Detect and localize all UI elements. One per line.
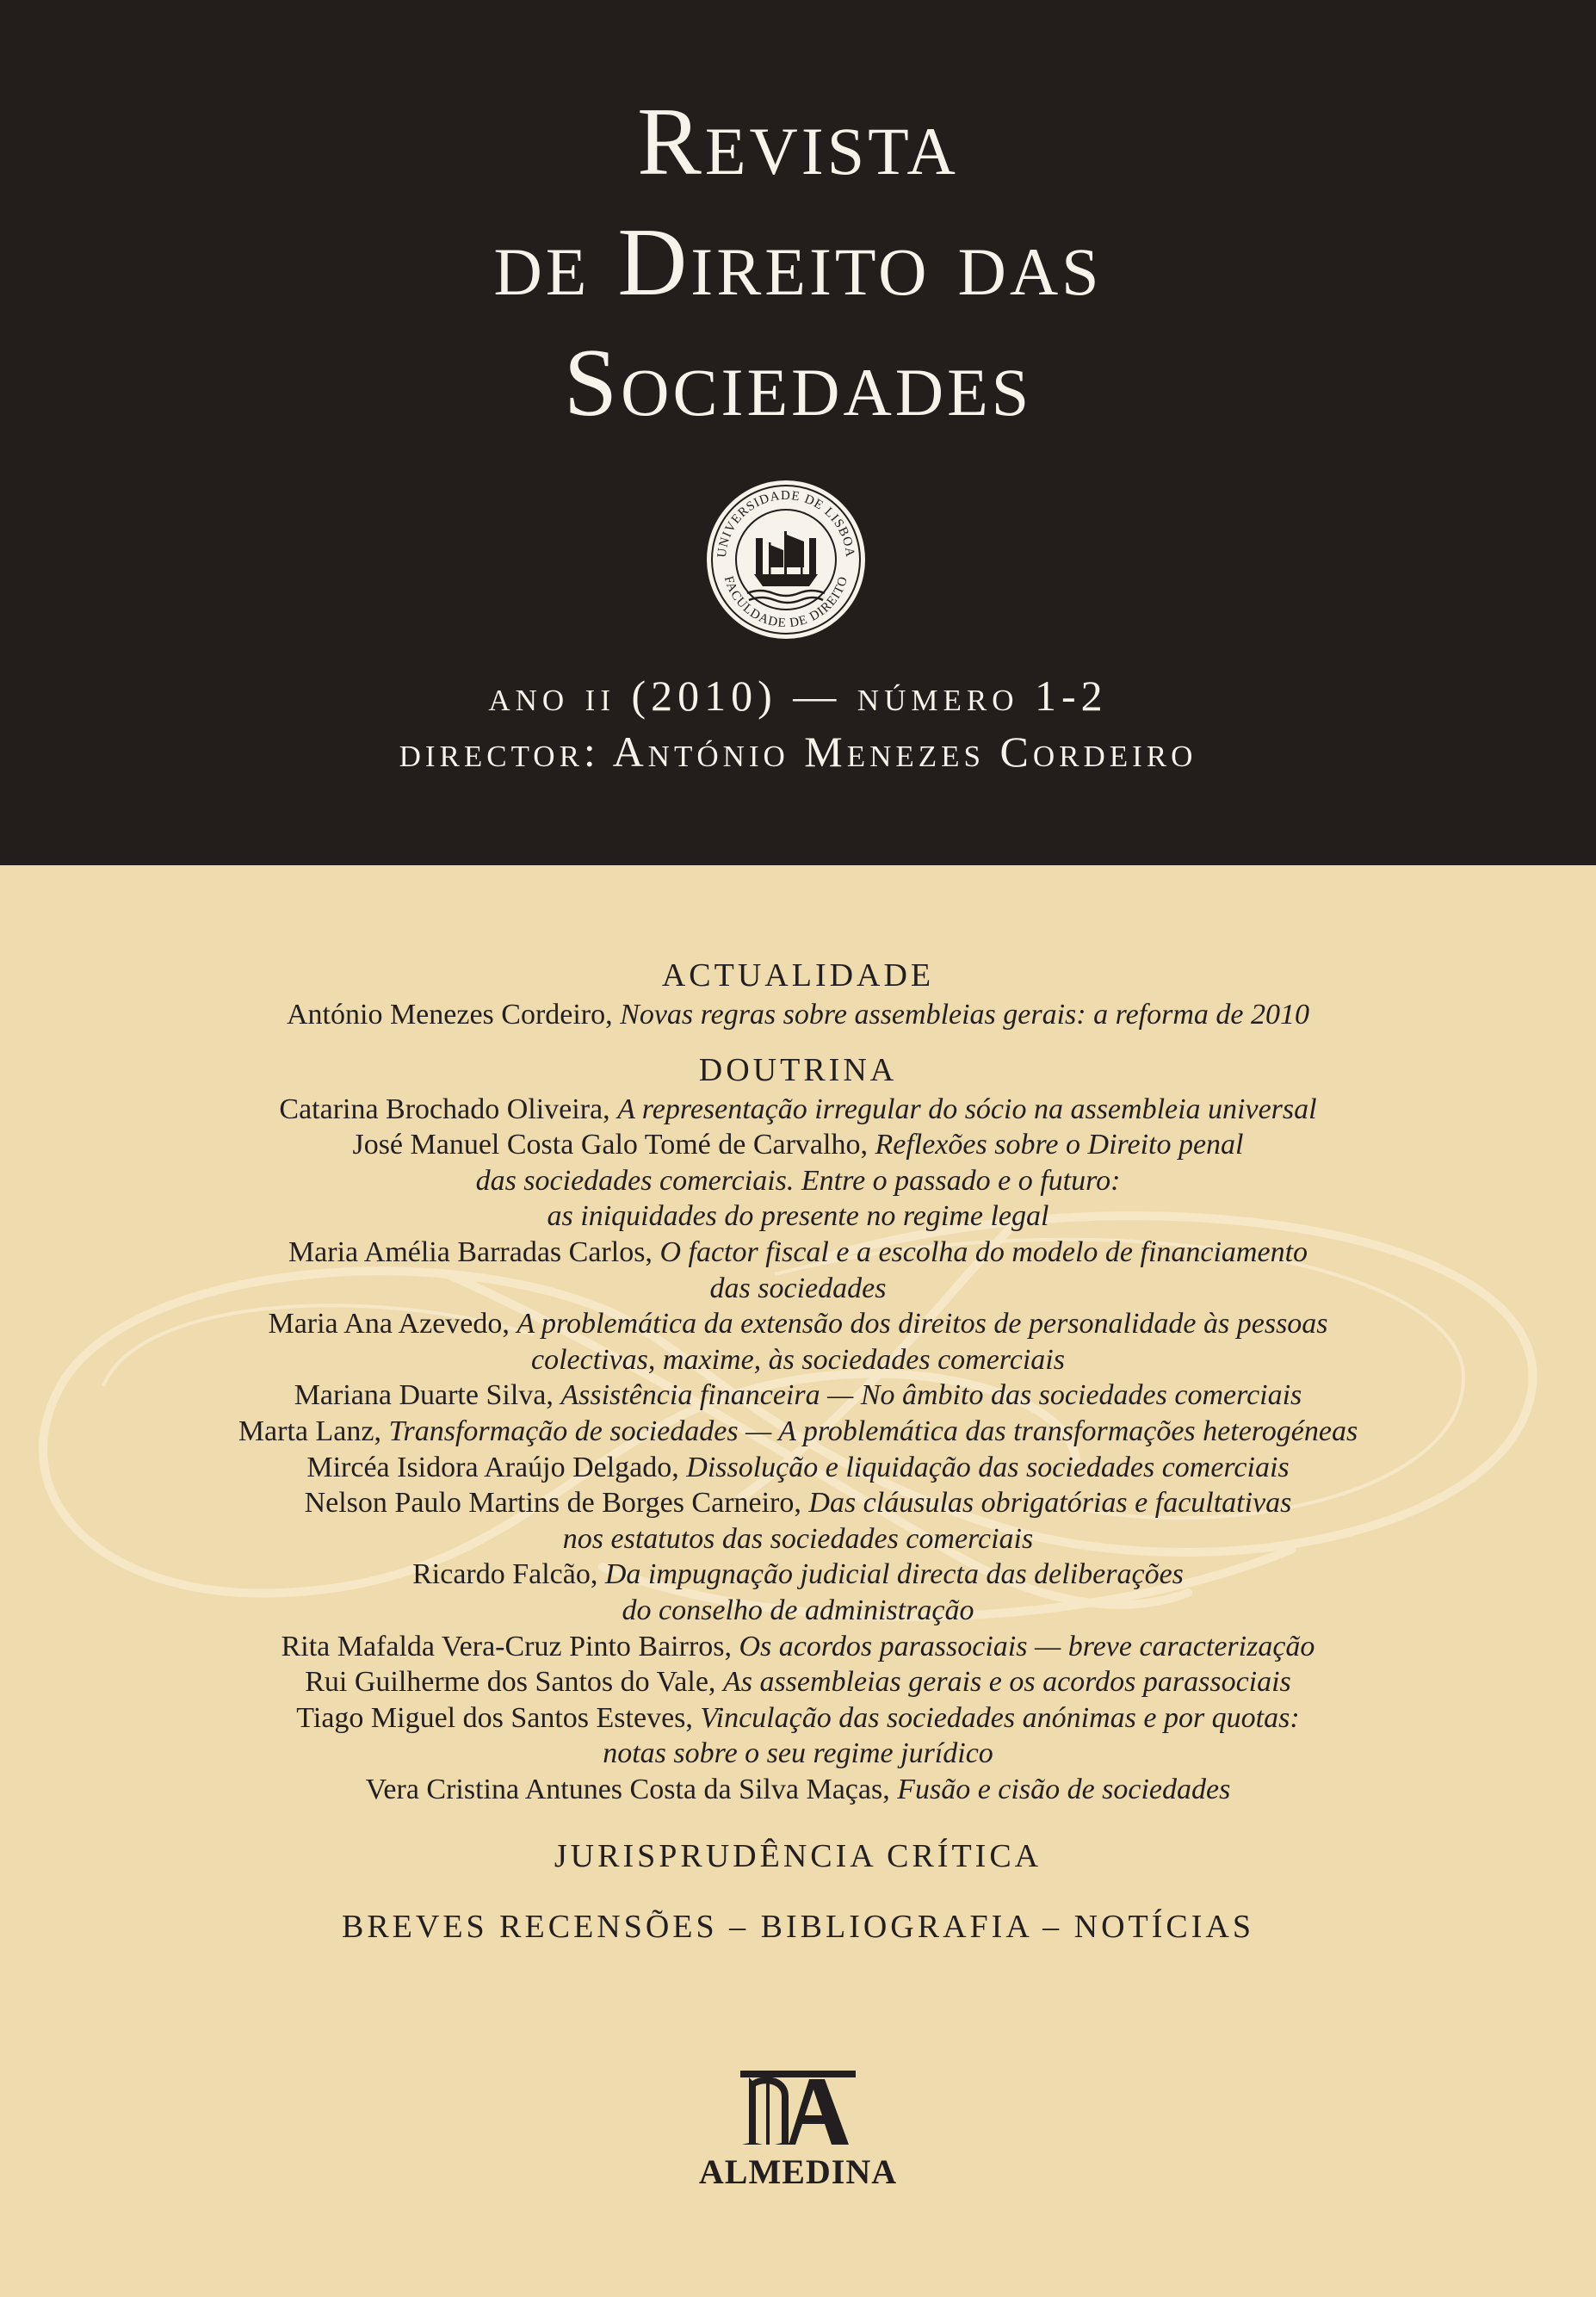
section-heading-jurisprudencia: JURISPRUDÊNCIA CRÍTICA — [554, 1838, 1042, 1875]
toc-entry — [0, 1127, 1596, 1163]
toc-title: O factor fiscal e a escolha do modelo de financiamento — [659, 1235, 1308, 1268]
publisher-name: ALMEDINA — [698, 2152, 898, 2191]
toc-author: Maria Amélia Barradas Carlos, — [288, 1235, 660, 1268]
toc-title-continuation: nos estatutos das sociedades comerciais — [562, 1522, 1034, 1555]
title-line-1: Revista — [637, 89, 959, 195]
toc-title: Reflexões sobre o Direito penal — [875, 1129, 1244, 1161]
toc-title: Das cláusulas obrigatórias e facultativas — [808, 1487, 1292, 1520]
toc-author: Nelson Paulo Martins de Borges Carneiro, — [304, 1487, 809, 1520]
toc-author: Ricardo Falcão, — [412, 1558, 605, 1591]
toc-title-continuation: das sociedades — [709, 1272, 887, 1304]
toc-entry — [0, 1235, 1596, 1271]
almedina-logo-icon — [680, 2062, 916, 2234]
toc-title-continuation: do conselho de administração — [622, 1594, 974, 1626]
director-line: director: António Menezes Cordeiro — [399, 727, 1197, 776]
toc-author: Rita Mafalda Vera-Cruz Pinto Bairros, — [281, 1630, 739, 1662]
toc-title-continuation: notas sobre o seu regime jurídico — [603, 1737, 993, 1770]
toc-entry — [0, 1664, 1596, 1700]
toc-author: Mircéa Isidora Araújo Delgado, — [306, 1451, 687, 1483]
toc-author: António Menezes Cordeiro, — [287, 999, 621, 1031]
toc-title: A problemática da extensão dos direitos de personalidade às pessoas — [517, 1308, 1328, 1340]
university-seal-icon — [704, 478, 868, 641]
title-line-2: de Direito das — [493, 209, 1103, 316]
toc-entry — [0, 1557, 1596, 1593]
toc-title: Fusão e cisão de sociedades — [897, 1773, 1231, 1805]
toc-author: Marta Lanz, — [238, 1415, 389, 1447]
toc-entry — [0, 1700, 1596, 1737]
seal-text-top: UNIVERSIDADE DE LISBOA — [714, 488, 857, 559]
toc-title: Da impugnação judicial directa das deliberações — [604, 1558, 1184, 1591]
toc-title: Vinculação das sociedades anónimas e por quotas: — [700, 1701, 1300, 1734]
toc-entry — [0, 1306, 1596, 1342]
toc-title-continuation: colectivas, maxime, às sociedades comerciais — [530, 1343, 1065, 1376]
toc-entry — [0, 1092, 1596, 1128]
toc-title: Transformação de sociedades — A problemática das transformações heterogéneas — [388, 1415, 1358, 1447]
toc-title: As assembleias gerais e os acordos parassociais — [722, 1666, 1291, 1699]
toc-author: José Manuel Costa Galo Tomé de Carvalho, — [352, 1129, 875, 1161]
toc-entry — [0, 1772, 1596, 1808]
issue-line: ano ii (2010) — número 1-2 — [488, 672, 1108, 720]
seal-text-bottom: FACULDADE DE DIREITO — [721, 574, 851, 631]
toc-entry — [0, 1378, 1596, 1414]
toc-entry — [0, 1485, 1596, 1521]
actualidade-list — [0, 997, 1596, 1033]
toc-author: Mariana Duarte Silva, — [294, 1379, 561, 1412]
toc-author: Maria Ana Azevedo, — [268, 1308, 517, 1340]
toc-author: Vera Cristina Antunes Costa da Silva Maças, — [365, 1773, 898, 1805]
toc-entry — [0, 1450, 1596, 1486]
section-heading-breves: BREVES RECENSÕES – BIBLIOGRAFIA – NOTÍCIAS — [341, 1909, 1255, 1946]
title-line-3: Sociedades — [563, 330, 1033, 436]
toc-title: Os acordos parassociais — breve caracterização — [739, 1630, 1315, 1662]
section-heading-actualidade: ACTUALIDADE — [661, 957, 935, 994]
cover-header — [0, 0, 1596, 865]
toc-entry — [0, 1629, 1596, 1665]
toc-title-continuation: das sociedades comerciais. Entre o passado e o futuro: — [475, 1164, 1121, 1197]
toc-author: Tiago Miguel dos Santos Esteves, — [296, 1701, 701, 1734]
table-of-contents — [0, 954, 1596, 1948]
toc-title: Dissolução e liquidação das sociedades comerciais — [686, 1451, 1290, 1483]
journal-title — [0, 82, 1596, 443]
toc-title: A representação irregular do sócio na assembleia universal — [617, 1093, 1317, 1125]
toc-title: Assistência financeira — No âmbito das sociedades comerciais — [560, 1379, 1302, 1412]
toc-author: Catarina Brochado Oliveira, — [279, 1093, 618, 1125]
toc-title: Novas regras sobre assembleias gerais: a reforma de 2010 — [620, 999, 1309, 1031]
toc-title-continuation: as iniquidades do presente no regime legal — [547, 1200, 1049, 1233]
toc-entry — [0, 1414, 1596, 1450]
toc-author: Rui Guilherme dos Santos do Vale, — [305, 1666, 723, 1699]
toc-entry — [0, 997, 1596, 1033]
section-heading-doutrina: DOUTRINA — [698, 1051, 898, 1088]
doutrina-list — [0, 1092, 1596, 1808]
